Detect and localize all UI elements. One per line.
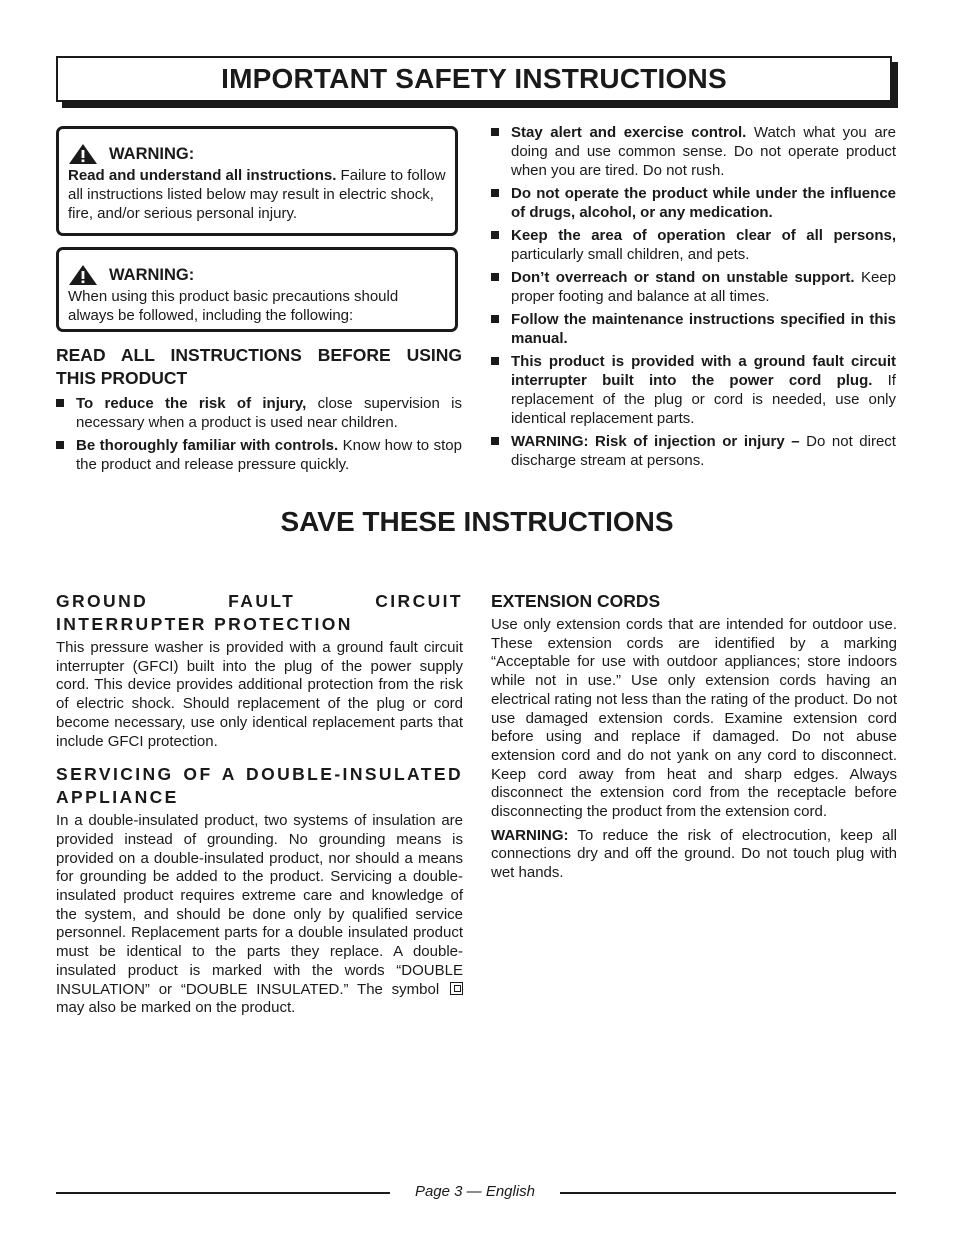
- item-text: If replacement of the plug or cord is needed, use only identical replacement parts.: [511, 372, 896, 427]
- double-insulated-paragraph: [56, 812, 463, 1018]
- list-item: [56, 436, 462, 474]
- right-safety-list: [491, 123, 896, 474]
- page-title: IMPORTANT SAFETY INSTRUCTIONS: [221, 63, 727, 94]
- warning-triangle-icon: [68, 143, 98, 165]
- item-text: Do not direct discharge stream at persons.: [511, 433, 896, 469]
- item-bold: Don’t overreach or stand on unstable support.: [511, 269, 855, 286]
- bullet-square-icon: [56, 441, 64, 449]
- left-lower-column: [56, 590, 463, 1018]
- gfci-paragraph: This pressure washer is provided with a ground fault circuit interrupter (GFCI) built into the plug of the power supply cord. This device provides additional protection from the risk of electric shock. Should replacement of the plug or cord become necessary, use only identical replacement parts that include GFCI protection.: [56, 639, 463, 750]
- bullet-square-icon: [491, 189, 499, 197]
- item-bold: This product is provided with a ground fault circuit interrupter built into the power cord plug.: [511, 353, 896, 389]
- section-heading: READ ALL INSTRUCTIONS BEFORE USING THIS PRODUCT: [56, 345, 462, 388]
- item-bold: Keep the area of operation clear of all persons,: [511, 227, 896, 244]
- item-bold: Do not operate the product while under the influence of drugs, alcohol, or any medication.: [511, 185, 896, 221]
- extension-warning-paragraph: [491, 827, 897, 883]
- bullet-square-icon: [491, 273, 499, 281]
- list-item: [491, 268, 896, 306]
- list-item: [491, 310, 896, 348]
- double-insulated-text: In a double-insulated product, two systems of insulation are provided instead of grounding. No grounding means is provided on a double-insulated product, nor should a means for grounding be added to the product. Servicing a double-insulated product requires extreme care and knowledge of the system, and should be done only by qualified service personnel. Replacement parts for a double insulated product must be identical to the parts they replace. A double-insulated product is marked with the words “DOUBLE INSULATION” or “DOUBLE INSULATED.” The symbol: [56, 812, 463, 998]
- list-item: [491, 226, 896, 264]
- item-text: Know how to stop the product and release pressure quickly.: [76, 437, 462, 473]
- bullet-square-icon: [491, 231, 499, 239]
- item-bold: Be thoroughly familiar with controls.: [76, 437, 339, 454]
- bullet-square-icon: [491, 357, 499, 365]
- page-number: Page 3 — English: [414, 1183, 536, 1200]
- item-text: close supervision is necessary when a product is used near children.: [76, 395, 462, 431]
- extension-warning-text: To reduce the risk of electrocution, keep all connections dry and off the ground. Do not touch plug with wet hands.: [491, 826, 897, 882]
- item-bold: Follow the maintenance instructions specified in this manual.: [511, 311, 896, 347]
- double-insulated-text-end: may also be marked on the product.: [56, 999, 296, 1017]
- list-item: [491, 123, 896, 180]
- bullet-square-icon: [491, 128, 499, 136]
- footer-rule-left: [56, 1192, 390, 1194]
- warning-text: [68, 166, 447, 223]
- list-item: [491, 432, 896, 470]
- bullet-square-icon: [56, 399, 64, 407]
- footer-rule-right: [560, 1192, 896, 1194]
- double-insulation-symbol-icon: [450, 982, 463, 995]
- warning-body: Failure to follow all instructions listed below may result in electric shock, fire, and/or serious personal injury.: [68, 167, 446, 222]
- list-item: [491, 184, 896, 222]
- extension-cords-paragraph: Use only extension cords that are intended for outdoor use. These extension cords are identified by a marking “Acceptable for use with outdoor appliances; store indoors while not in use.” Use only extension cords having an electrical rating not less than the rating of the product. Do not use damaged extension cords. Examine extension cord before using and replace if damaged. Do not abuse extension cord and do not yank on any cord to disconnect. Keep cord away from heat and sharp edges. Always disconnect the extension cord from the receptacle before disconnecting the product from the extension cord.: [491, 616, 897, 821]
- warning-lead: Read and understand all instructions.: [68, 167, 337, 184]
- item-text: Keep proper footing and balance at all times.: [511, 269, 896, 305]
- warning-triangle-icon: [68, 264, 98, 286]
- gfci-heading: GROUND FAULT CIRCUIT INTERRUPTER PROTECTION: [56, 591, 463, 634]
- list-item: [491, 352, 896, 428]
- warning-label: WARNING:: [109, 265, 195, 284]
- save-instructions-title: SAVE THESE INSTRUCTIONS: [280, 506, 674, 537]
- warning-box-2: [56, 247, 458, 332]
- read-instructions-section: [56, 344, 462, 478]
- right-lower-column: [491, 590, 897, 883]
- item-bold: To reduce the risk of injury,: [76, 395, 307, 412]
- item-bold: WARNING: Risk of injection or injury –: [511, 433, 800, 450]
- extension-cords-heading: EXTENSION CORDS: [491, 591, 661, 611]
- extension-warning-label: WARNING:: [491, 826, 569, 844]
- item-text: particularly small children, and pets.: [511, 246, 750, 263]
- warning-text: When using this product basic precautions should always be followed, including the following:: [68, 288, 399, 324]
- bullet-list: [491, 123, 896, 470]
- warning-box-1: [56, 126, 458, 236]
- double-insulated-heading: SERVICING OF A DOUBLE-INSULATED APPLIANCE: [56, 764, 463, 808]
- bullet-square-icon: [491, 315, 499, 323]
- item-text: Watch what you are doing and use common sense. Do not operate product when you are tired. Do not rush.: [511, 124, 896, 179]
- bullet-list: [56, 394, 462, 474]
- list-item: [56, 394, 462, 432]
- warning-label: WARNING:: [109, 144, 195, 163]
- item-bold: Stay alert and exercise control.: [511, 124, 747, 141]
- bullet-square-icon: [491, 437, 499, 445]
